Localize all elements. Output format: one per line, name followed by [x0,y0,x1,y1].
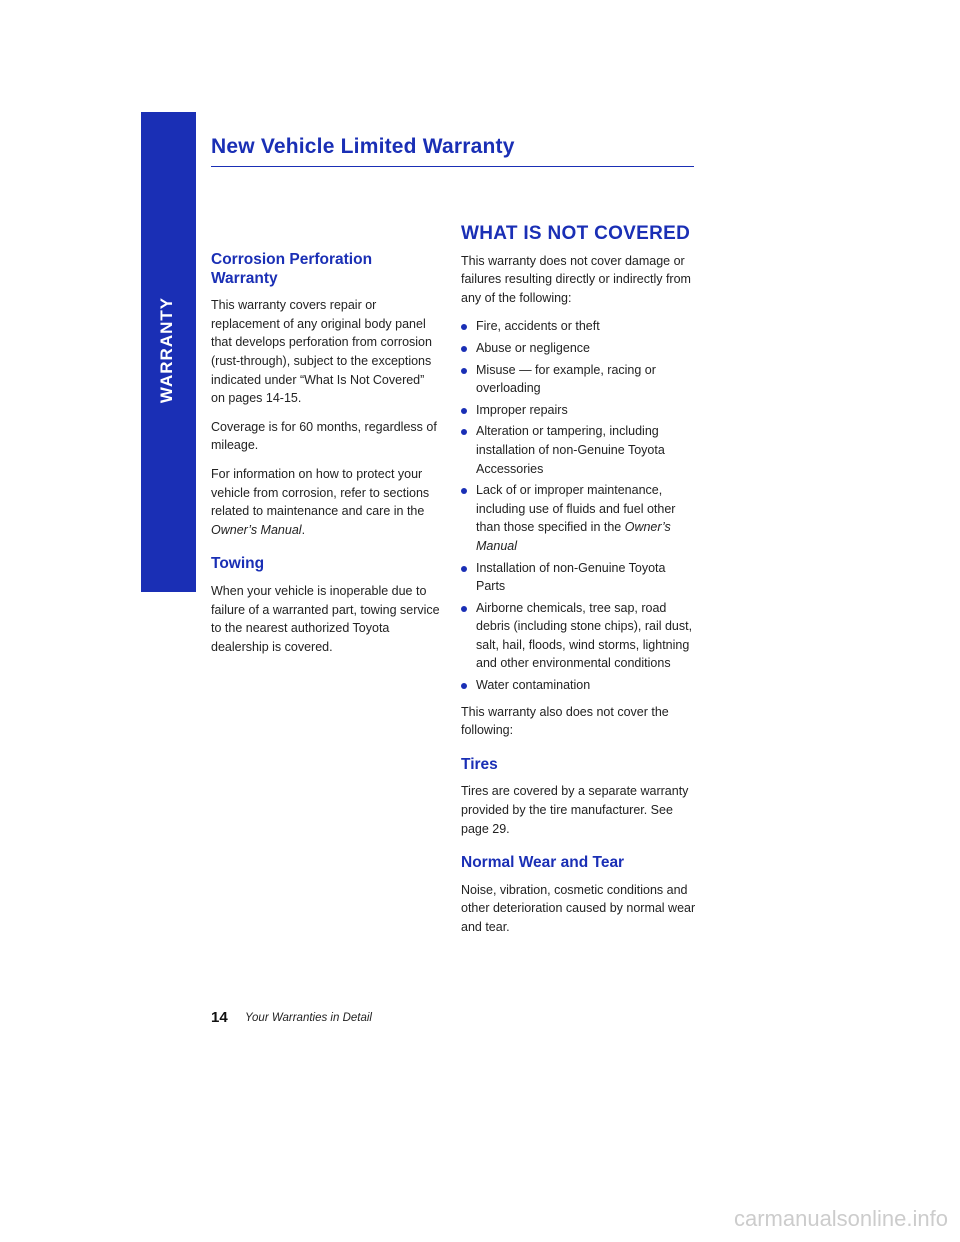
left-column [211,251,441,666]
watermark: carmanualsonline.info [733,1206,948,1231]
bullet-icon [461,429,467,435]
bullet-icon [461,346,467,352]
not-covered-intro: This warranty does not cover damage or failures resulting directly or indirectly from any of the following: [461,253,691,305]
list-item-text: Water contamination [476,678,591,693]
bullet-icon [461,324,467,330]
towing-heading: Towing [211,555,265,573]
page-number: 14 [211,1009,228,1026]
corrosion-paragraph-3-end: . [301,522,306,537]
towing-paragraph: When your vehicle is inoperable due to failure of a warranted part, towing service to the nearest authorized Toyota dealership is covered. [211,583,440,654]
bullet-icon [461,566,467,572]
list-item-text: Misuse — for example, racing or overloading [476,362,656,396]
corrosion-paragraph-2: Coverage is for 60 months, regardless of mileage. [211,419,437,453]
list-item-text: Airborne chemicals, tree sap, road debris (including stone chips), rail dust, salt, hail, floods, wind storms, lightning and other environmental conditions [476,600,693,671]
list-item-text: Improper repairs [476,402,568,417]
bullet-icon [461,606,467,612]
footer-section-label: Your Warranties in Detail [245,1012,372,1024]
right-column [461,225,696,947]
owners-manual-reference: Owner’s Manual [211,522,302,537]
list-item [461,361,696,398]
list-item [461,676,696,695]
bullet-icon [461,683,467,689]
corrosion-paragraph-3-text: For information on how to protect your vehicle from corrosion, refer to sections related to maintenance and care in the [211,466,430,519]
list-item [461,559,696,596]
wear-and-tear-heading: Normal Wear and Tear [461,854,625,872]
side-section-tab-label: WARRANTY [157,296,176,404]
list-item-text: Abuse or negligence [476,340,590,355]
corrosion-paragraph-1: This warranty covers repair or replacement of any original body panel that develops perforation from corrosion (rust-through), subject to the exceptions indicated under “What Is Not Covered” on pages 14-15. [211,298,432,406]
corrosion-heading: Corrosion Perforation Warranty [211,251,373,287]
list-item [461,401,696,420]
list-item [461,481,696,555]
bullet-icon [461,488,467,494]
tires-heading: Tires [461,755,498,773]
list-item-text: Fire, accidents or theft [476,319,600,334]
not-covered-outro: This warranty also does not cover the following: [461,704,669,738]
list-item [461,599,696,673]
bullet-icon [461,368,467,374]
title-divider [211,166,694,167]
owners-manual-reference: Owner’s Manual [476,520,671,553]
page-title: New Vehicle Limited Warranty [211,135,515,158]
list-item [461,317,696,336]
not-covered-list [461,317,696,694]
list-item [461,422,696,478]
list-item-text: Lack of or improper maintenance, including use of fluids and fuel other than those specified in the [476,483,676,535]
wear-and-tear-paragraph: Noise, vibration, cosmetic conditions and other deterioration caused by normal wear and tear. [461,882,696,934]
bullet-icon [461,408,467,414]
list-item [461,339,696,358]
corrosion-paragraph-3 [211,465,441,539]
list-item-text: Installation of non-Genuine Toyota Parts [476,560,666,594]
not-covered-heading: WHAT IS NOT COVERED [461,223,691,244]
tires-paragraph: Tires are covered by a separate warranty provided by the tire manufacturer. See page 29. [461,784,689,836]
list-item-text: Alteration or tampering, including installation of non-Genuine Toyota Accessories [476,424,665,476]
